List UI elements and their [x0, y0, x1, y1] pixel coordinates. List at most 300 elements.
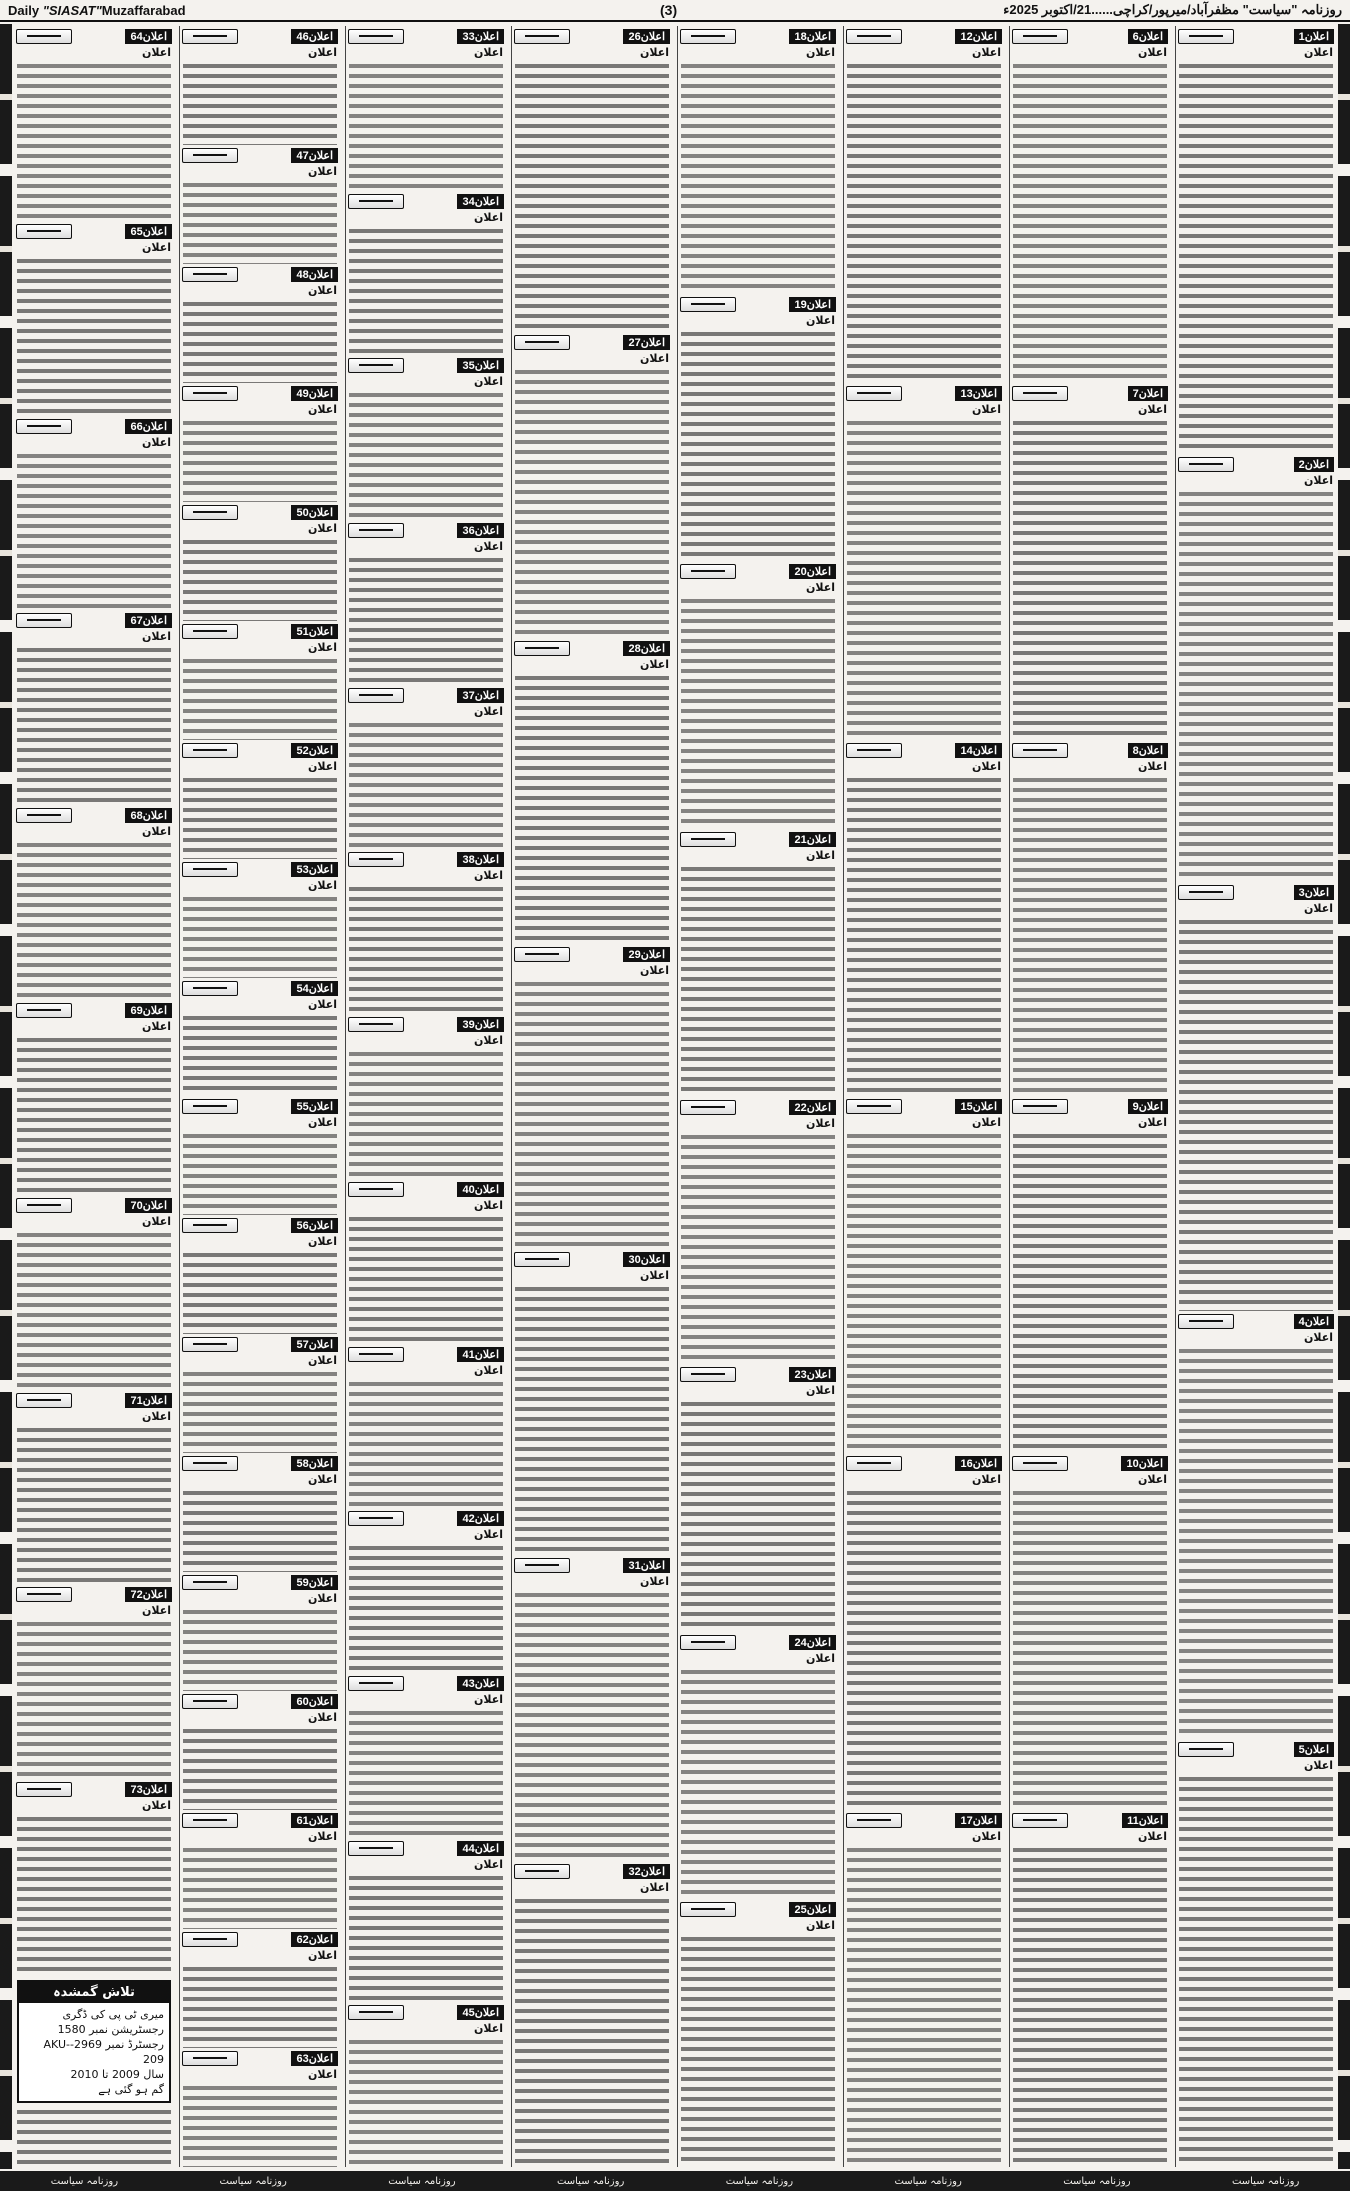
notice-header [1012, 1456, 1168, 1471]
classified-notice [346, 1838, 506, 2003]
notice-number-badge: 35اعلان [457, 358, 504, 373]
notice-number-badge: 56اعلان [291, 1218, 338, 1233]
lost-notice-line: میری ٹی پی کی ڈگری رجسٹریشن نمبر 1580 [57, 2007, 164, 2036]
notice-body-text [17, 451, 171, 611]
notice-header [846, 743, 1002, 758]
classified-notice [1176, 26, 1336, 454]
notice-header [16, 1393, 172, 1408]
notice-header [348, 852, 504, 867]
notice-header [182, 981, 338, 996]
lost-notice-title: تلاش گمشدہ [19, 1982, 169, 2003]
column-3 [843, 26, 1004, 2167]
notice-body-text [349, 1214, 503, 1344]
siasat-logo-icon [182, 1575, 238, 1590]
notice-title: اعلان [805, 1651, 835, 1665]
notice-number-badge: 60اعلان [291, 1694, 338, 1709]
ribbon-label: روزنامہ سیاست [1063, 2175, 1131, 2187]
notice-title: اعلان [307, 1473, 337, 1487]
classified-notice [14, 416, 174, 611]
siasat-logo-icon [514, 1558, 570, 1573]
notice-title: اعلان [141, 630, 171, 644]
notice-number-badge: 34اعلان [457, 194, 504, 209]
masthead-prefix: Daily [8, 2, 40, 18]
notice-header [680, 832, 836, 847]
notice-body-text [1179, 917, 1333, 1310]
notice-body-text [183, 180, 337, 264]
notice-header [514, 1558, 670, 1573]
classified-notice [180, 502, 340, 621]
siasat-logo-icon [846, 743, 902, 758]
notice-title: اعلان [307, 1235, 337, 1249]
lost-notice-line: رجسٹرڈ نمبر 2969-AKU-209 [43, 2037, 164, 2066]
notice-body-text [17, 2107, 171, 2167]
notice-header [846, 386, 1002, 401]
siasat-logo-icon [1178, 1742, 1234, 1757]
notice-header [1012, 386, 1168, 401]
notice-header [182, 505, 338, 520]
notice-number-badge: 52اعلان [291, 743, 338, 758]
notice-number-badge: 41اعلان [457, 1347, 504, 1362]
notice-header [514, 1252, 670, 1267]
notice-title: اعلان [307, 1116, 337, 1130]
siasat-logo-icon [680, 1635, 736, 1650]
siasat-logo-icon [1178, 1314, 1234, 1329]
notice-title: اعلان [805, 848, 835, 862]
notice-header [348, 1511, 504, 1526]
notice-body-text [17, 61, 171, 221]
classified-notice [346, 1014, 506, 1179]
lost-notice-line: گم ہو گئی ہے [98, 2082, 164, 2096]
column-4 [677, 26, 838, 2167]
classified-notice [844, 740, 1004, 1097]
notice-number-badge: 47اعلان [291, 148, 338, 163]
notice-body-text [349, 884, 503, 1014]
notice-number-badge: 10اعلان [1121, 1456, 1168, 1471]
notice-body-text [1179, 1346, 1333, 1739]
notice-body-text [17, 840, 171, 1000]
siasat-logo-icon [182, 1218, 238, 1233]
classified-notice [346, 849, 506, 1014]
notice-header [348, 688, 504, 703]
classified-notice [180, 1929, 340, 2048]
bottom-ribbon [0, 2171, 1350, 2191]
notice-header [680, 1367, 836, 1382]
siasat-logo-icon [1178, 29, 1234, 44]
classified-notice [346, 1508, 506, 1673]
notice-body-text [515, 1896, 669, 2167]
classified-notice [180, 1810, 340, 1929]
notice-body-text [349, 226, 503, 356]
notice-title: اعلان [1303, 902, 1333, 916]
notice-title: اعلان [805, 46, 835, 59]
siasat-logo-icon [16, 613, 72, 628]
notice-title: اعلان [1303, 474, 1333, 488]
siasat-logo-icon [16, 224, 72, 239]
notice-body-text [183, 894, 337, 978]
classified-notice [180, 1096, 340, 1215]
siasat-logo-icon [182, 386, 238, 401]
notice-body-text [183, 1250, 337, 1334]
notice-number-badge: 28اعلان [623, 641, 670, 656]
notice-body-text [349, 1873, 503, 2003]
classified-notice [1176, 1739, 1336, 2167]
notice-header [348, 29, 504, 44]
notice-number-badge: 24اعلان [789, 1635, 836, 1650]
notice-title: اعلان [639, 657, 669, 671]
notice-body-text [681, 1934, 835, 2167]
notice-body-text [183, 1845, 337, 1929]
ribbon-label: روزنامہ سیاست [50, 2175, 119, 2187]
siasat-logo-icon [680, 29, 736, 44]
siasat-logo-icon [182, 2051, 238, 2066]
notice-header [348, 194, 504, 209]
column-7 [179, 26, 340, 2167]
classified-notice [844, 1810, 1004, 2167]
notice-body-text [349, 720, 503, 850]
notice-number-badge: 44اعلان [457, 1841, 504, 1856]
notice-body-text [515, 61, 669, 332]
notice-body-text [17, 1230, 171, 1390]
notice-header [16, 419, 172, 434]
classified-notice [512, 1861, 672, 2167]
classified-notice [678, 1899, 838, 2167]
notice-title: اعلان [639, 963, 669, 977]
notice-header [16, 808, 172, 823]
notice-title: اعلان [141, 435, 171, 449]
siasat-logo-icon [348, 1347, 404, 1362]
classified-notice [346, 355, 506, 520]
notice-header [182, 743, 338, 758]
notice-title: اعلان [1303, 46, 1333, 59]
notice-body-text [349, 2037, 503, 2167]
siasat-logo-icon [16, 419, 72, 434]
notice-title: اعلان [307, 2067, 337, 2081]
notice-number-badge: 17اعلان [955, 1813, 1002, 1828]
notice-title: اعلان [1137, 402, 1167, 416]
notice-header [348, 1676, 504, 1691]
classified-notice [844, 383, 1004, 740]
notice-header [182, 1218, 338, 1233]
notice-number-badge: 33اعلان [457, 29, 504, 44]
notice-title: اعلان [805, 1384, 835, 1398]
siasat-logo-icon [680, 1100, 736, 1115]
notice-number-badge: 2اعلان [1294, 457, 1334, 472]
notice-number-badge: 58اعلان [291, 1456, 338, 1471]
notice-title: اعلان [639, 351, 669, 365]
notice-number-badge: 73اعلان [125, 1782, 172, 1797]
notice-number-badge: 67اعلان [125, 613, 172, 628]
notice-number-badge: 43اعلان [457, 1676, 504, 1691]
notice-number-badge: 15اعلان [955, 1099, 1002, 1114]
notice-body-text [847, 61, 1001, 383]
notice-body-text [1013, 1488, 1167, 1810]
siasat-logo-icon [16, 29, 72, 44]
notice-number-badge: 45اعلان [457, 2005, 504, 2020]
notice-header [348, 1841, 504, 1856]
notice-body-text [515, 1284, 669, 1555]
notice-number-badge: 66اعلان [125, 419, 172, 434]
notice-number-badge: 69اعلان [125, 1003, 172, 1018]
notice-body-text [349, 61, 503, 191]
notice-header [182, 148, 338, 163]
classified-notice [180, 621, 340, 740]
siasat-logo-icon [1012, 1099, 1068, 1114]
notice-number-badge: 16اعلان [955, 1456, 1002, 1471]
classified-notice [14, 1390, 174, 1585]
notice-title: اعلان [307, 997, 337, 1011]
classified-notice [678, 26, 838, 294]
notice-number-badge: 38اعلان [457, 852, 504, 867]
notice-body-text [847, 775, 1001, 1097]
siasat-logo-icon [348, 1511, 404, 1526]
classified-notice [346, 1179, 506, 1344]
notice-number-badge: 54اعلان [291, 981, 338, 996]
notice-title: اعلان [307, 402, 337, 416]
classified-notice [1176, 1311, 1336, 1739]
notice-number-badge: 70اعلان [125, 1198, 172, 1213]
notice-title: اعلان [473, 704, 503, 718]
notice-title: اعلان [971, 1473, 1001, 1487]
masthead-dateline: روزنامہ "سیاست" مظفرآباد/میرپور/کراچی......21/اکتوبر 2025ء [1003, 2, 1342, 17]
classified-notice [180, 859, 340, 978]
classified-notice [180, 1334, 340, 1453]
notice-title: اعلان [307, 46, 337, 59]
notice-number-badge: 3اعلان [1294, 885, 1334, 900]
notice-title: اعلان [307, 1949, 337, 1962]
siasat-logo-icon [846, 1099, 902, 1114]
notice-header [16, 613, 172, 628]
notice-body-text [515, 367, 669, 638]
notice-header [182, 1099, 338, 1114]
notice-title: اعلان [971, 1830, 1001, 1844]
notice-header [182, 1694, 338, 1709]
notice-title: اعلان [307, 164, 337, 178]
notice-header [348, 1347, 504, 1362]
notice-header [182, 1575, 338, 1590]
notice-body-text [17, 645, 171, 805]
notice-header [514, 335, 670, 350]
notice-number-badge: 8اعلان [1128, 743, 1168, 758]
notice-body-text [183, 2083, 337, 2167]
notice-body-text [681, 1667, 835, 1900]
siasat-logo-icon [348, 29, 404, 44]
notice-title: اعلان [307, 759, 337, 773]
siasat-logo-icon [182, 862, 238, 877]
notice-title: اعلان [1137, 1116, 1167, 1130]
siasat-logo-icon [846, 1456, 902, 1471]
siasat-logo-icon [182, 981, 238, 996]
notice-title: اعلان [1137, 759, 1167, 773]
classified-notice [1010, 1096, 1170, 1453]
siasat-logo-icon [348, 358, 404, 373]
notice-header [846, 1456, 1002, 1471]
siasat-logo-icon [1012, 1456, 1068, 1471]
notice-header [16, 1587, 172, 1602]
classified-notice [180, 1691, 340, 1810]
notice-number-badge: 29اعلان [623, 947, 670, 962]
notice-header [16, 1003, 172, 1018]
notice-body-text [183, 418, 337, 502]
notice-body-text [349, 1049, 503, 1179]
classified-notice [678, 561, 838, 829]
notice-number-badge: 51اعلان [291, 624, 338, 639]
notice-title: اعلان [141, 1019, 171, 1033]
notice-number-badge: 55اعلان [291, 1099, 338, 1114]
column-8 [14, 26, 174, 2167]
notice-header [514, 29, 670, 44]
siasat-logo-icon [1012, 1813, 1068, 1828]
notice-title: اعلان [473, 46, 503, 59]
siasat-logo-icon [514, 947, 570, 962]
notice-title: اعلان [639, 1269, 669, 1283]
notice-body-text [847, 418, 1001, 740]
notice-title: اعلان [971, 46, 1001, 59]
notice-title: اعلان [307, 1354, 337, 1368]
notice-title: اعلان [971, 1116, 1001, 1130]
column-5 [511, 26, 672, 2167]
notice-header [1012, 1813, 1168, 1828]
notice-body-text [183, 1964, 337, 2048]
notice-number-badge: 14اعلان [955, 743, 1002, 758]
siasat-logo-icon [846, 29, 902, 44]
classified-notice [512, 1555, 672, 1861]
classified-notice [678, 1097, 838, 1365]
notice-body-text [681, 329, 835, 562]
classified-notice [678, 1364, 838, 1632]
notice-body-text [1013, 418, 1167, 740]
classified-notice [844, 1453, 1004, 1810]
notice-number-badge: 49اعلان [291, 386, 338, 401]
siasat-logo-icon [348, 1017, 404, 1032]
siasat-logo-icon [182, 1456, 238, 1471]
notice-title: اعلان [307, 640, 337, 654]
ribbon-label: روزنامہ سیاست [556, 2175, 625, 2187]
notice-body-text [183, 1369, 337, 1453]
notice-number-badge: 61اعلان [291, 1813, 338, 1828]
notice-title: اعلان [307, 521, 337, 535]
notice-body-text [1013, 1845, 1167, 2167]
notice-header [348, 523, 504, 538]
siasat-logo-icon [514, 1252, 570, 1267]
classified-notice [1176, 454, 1336, 882]
classified-notice [844, 1096, 1004, 1453]
notice-number-badge: 12اعلان [955, 29, 1002, 44]
notice-number-badge: 20اعلان [789, 564, 836, 579]
notice-header [182, 386, 338, 401]
notice-number-badge: 64اعلان [125, 29, 172, 44]
notice-title: اعلان [805, 1919, 835, 1933]
siasat-logo-icon [348, 1841, 404, 1856]
notice-title: اعلان [1303, 1758, 1333, 1772]
notice-title: اعلان [141, 1214, 171, 1228]
classified-notice [14, 805, 174, 1000]
notice-number-badge: 63اعلان [291, 2051, 338, 2066]
notice-title: اعلان [307, 283, 337, 297]
notice-number-badge: 13اعلان [955, 386, 1002, 401]
notice-title: اعلان [141, 1604, 171, 1618]
classified-notice [346, 520, 506, 685]
notice-title: اعلان [473, 1528, 503, 1542]
notice-number-badge: 39اعلان [457, 1017, 504, 1032]
notice-header [1178, 29, 1334, 44]
notice-body-text [1179, 61, 1333, 454]
notice-header [680, 1902, 836, 1917]
notice-number-badge: 4اعلان [1294, 1314, 1334, 1329]
notice-body-text [183, 61, 337, 145]
classified-notice [14, 26, 174, 221]
notice-number-badge: 71اعلان [125, 1393, 172, 1408]
classified-notice [180, 383, 340, 502]
notice-header [182, 29, 338, 44]
classified-notice [512, 1249, 672, 1555]
siasat-logo-icon [182, 1099, 238, 1114]
siasat-logo-icon [16, 1587, 72, 1602]
siasat-logo-icon [182, 29, 238, 44]
notice-number-badge: 62اعلان [291, 1932, 338, 1947]
classified-notice [1010, 1810, 1170, 2167]
classified-notice [14, 610, 174, 805]
notice-header [1012, 1099, 1168, 1114]
notice-title: اعلان [307, 1830, 337, 1844]
notice-header [182, 1337, 338, 1352]
notice-number-badge: 37اعلان [457, 688, 504, 703]
siasat-logo-icon [182, 505, 238, 520]
notice-body-text [847, 1488, 1001, 1810]
notice-number-badge: 36اعلان [457, 523, 504, 538]
notice-body-text [183, 1013, 337, 1097]
notice-body-text [183, 1607, 337, 1691]
notice-number-badge: 25اعلان [789, 1902, 836, 1917]
notice-header [1178, 1742, 1334, 1757]
notice-number-badge: 1اعلان [1294, 29, 1334, 44]
lost-notice-line: سال 2009 تا 2010 [70, 2067, 164, 2081]
left-decorative-border [0, 24, 12, 2169]
siasat-logo-icon [514, 641, 570, 656]
notice-number-badge: 5اعلان [1294, 1742, 1334, 1757]
notice-title: اعلان [1137, 1473, 1167, 1487]
notice-header [182, 2051, 338, 2066]
notice-number-badge: 21اعلان [789, 832, 836, 847]
notice-header [348, 2005, 504, 2020]
siasat-logo-icon [846, 386, 902, 401]
classified-notice [678, 1632, 838, 1900]
notice-number-badge: 31اعلان [623, 1558, 670, 1573]
siasat-logo-icon [348, 852, 404, 867]
notice-body-text [349, 390, 503, 520]
notice-body-text [349, 1543, 503, 1673]
siasat-logo-icon [348, 1182, 404, 1197]
siasat-logo-icon [182, 1694, 238, 1709]
classified-notice [1176, 882, 1336, 1310]
notice-number-badge: 53اعلان [291, 862, 338, 877]
notice-body-text [17, 1619, 171, 1779]
notice-body-text [17, 1425, 171, 1585]
notice-header [16, 224, 172, 239]
notice-header [348, 1017, 504, 1032]
siasat-logo-icon [16, 1003, 72, 1018]
notice-number-badge: 46اعلان [291, 29, 338, 44]
notice-header [514, 641, 670, 656]
notice-number-badge: 65اعلان [125, 224, 172, 239]
classified-notice [512, 944, 672, 1250]
classified-notice [1010, 740, 1170, 1097]
notice-body-text [681, 1132, 835, 1365]
classified-notice [14, 1000, 174, 1195]
classified-notice [678, 294, 838, 562]
notice-header [514, 1864, 670, 1879]
ribbon-label: روزنامہ سیاست [388, 2175, 456, 2187]
notice-title: اعلان [805, 1116, 835, 1130]
